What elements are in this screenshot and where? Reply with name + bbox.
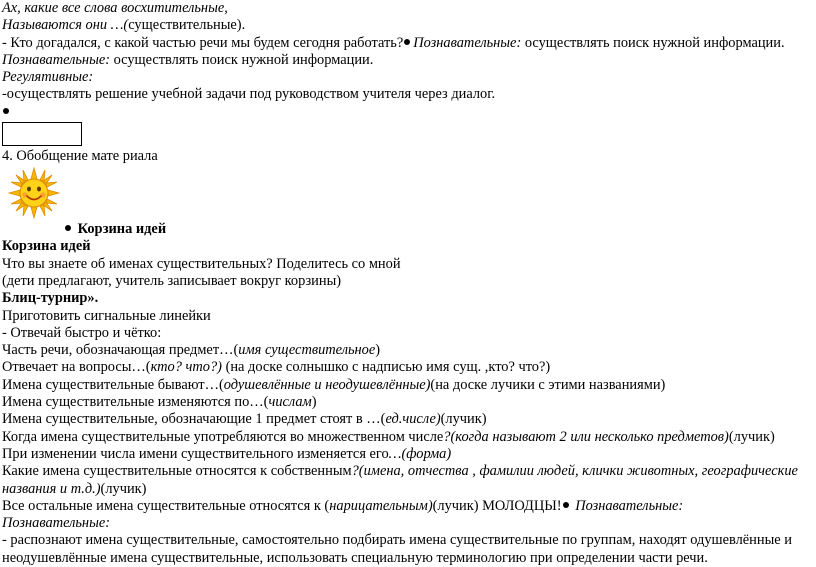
text-line-question: Что вы знаете об именах существительных? Поделитесь со мной bbox=[2, 255, 401, 272]
text-line-6: -осуществлять решение учебной задачи под руководством учителя через диалог. bbox=[2, 86, 496, 103]
text-line-q3: Имена существительные бывают…(одушевлённые и неодушевлённые)(на доске лучики с этими названиями) bbox=[2, 376, 666, 393]
bullet-icon bbox=[563, 502, 569, 508]
sun-illustration-area bbox=[2, 165, 814, 221]
text-line-q2: Отвечает на вопросы…(кто? что?) (на доске солнышко с надписью имя сущ. ,кто? что?) bbox=[2, 359, 551, 376]
text-line-q4: Имена существительные изменяются по…(числам) bbox=[2, 394, 317, 411]
text-line-final: - распознают имена существительные, самостоятельно подбирать имена существительные по группам, находят одушевлённые и неодушевлённые имена существительные, использовать специальную терминологию при определении части речи. bbox=[2, 532, 792, 566]
bullet-heading-basket: Корзина идей bbox=[2, 221, 814, 238]
text-line-blitz: Блиц-турнир». bbox=[2, 290, 99, 307]
text-line-basket-title: Корзина идей bbox=[2, 238, 91, 255]
text-line-5: Регулятивные: bbox=[2, 69, 94, 86]
text-line-1: Ах, какие все слова восхитительные, bbox=[2, 0, 228, 16]
text-line-answer: - Отвечай быстро и чётко: bbox=[2, 324, 162, 341]
text-line-q7: При изменении числа имени существительного изменяется его…(форма) bbox=[2, 445, 452, 462]
text-line-4: Познавательные: осуществлять поиск нужной информации. bbox=[2, 51, 374, 68]
bullet-icon bbox=[404, 39, 410, 45]
text-line-3: - Кто догадался, с какой частью речи мы будем сегодня работать? Познавательные: осуществлять поиск нужной информации. bbox=[2, 34, 785, 51]
text-line-q9: Все остальные имена существительные относятся к (нарицательным)(лучик) МОЛОДЦЫ! Познавательные: bbox=[2, 497, 684, 514]
text-line-q8: Какие имена существительные относятся к собственным?(имена, отчества , фамилии людей, клички животных, географические названия и т.д.)(лучик) bbox=[2, 463, 798, 497]
sun-icon bbox=[8, 167, 60, 219]
empty-frame bbox=[2, 122, 82, 146]
text-line-cognitive: Познавательные: bbox=[2, 515, 110, 532]
text-line-q6: Когда имена существительные употребляются во множественном числе?(когда называют 2 или несколько предметов)(лучик) bbox=[2, 428, 775, 445]
bullet-empty bbox=[2, 104, 814, 121]
bullet-icon bbox=[3, 108, 9, 114]
text-line-q1: Часть речи, обозначающая предмет…(имя существительное) bbox=[2, 342, 381, 359]
bullet-icon bbox=[65, 225, 71, 231]
document-body bbox=[2, 0, 814, 567]
text-line-2: Называются они …(существительные). bbox=[2, 17, 246, 34]
text-line-note: (дети предлагают, учитель записывает вокруг корзины) bbox=[2, 272, 342, 289]
text-line-prepare: Приготовить сигнальные линейки bbox=[2, 307, 211, 324]
text-line-q5: Имена существительные, обозначающие 1 предмет стоят в …(ед.числе)(лучик) bbox=[2, 411, 487, 428]
section-heading: 4. Обобщение мате риала bbox=[2, 148, 158, 165]
